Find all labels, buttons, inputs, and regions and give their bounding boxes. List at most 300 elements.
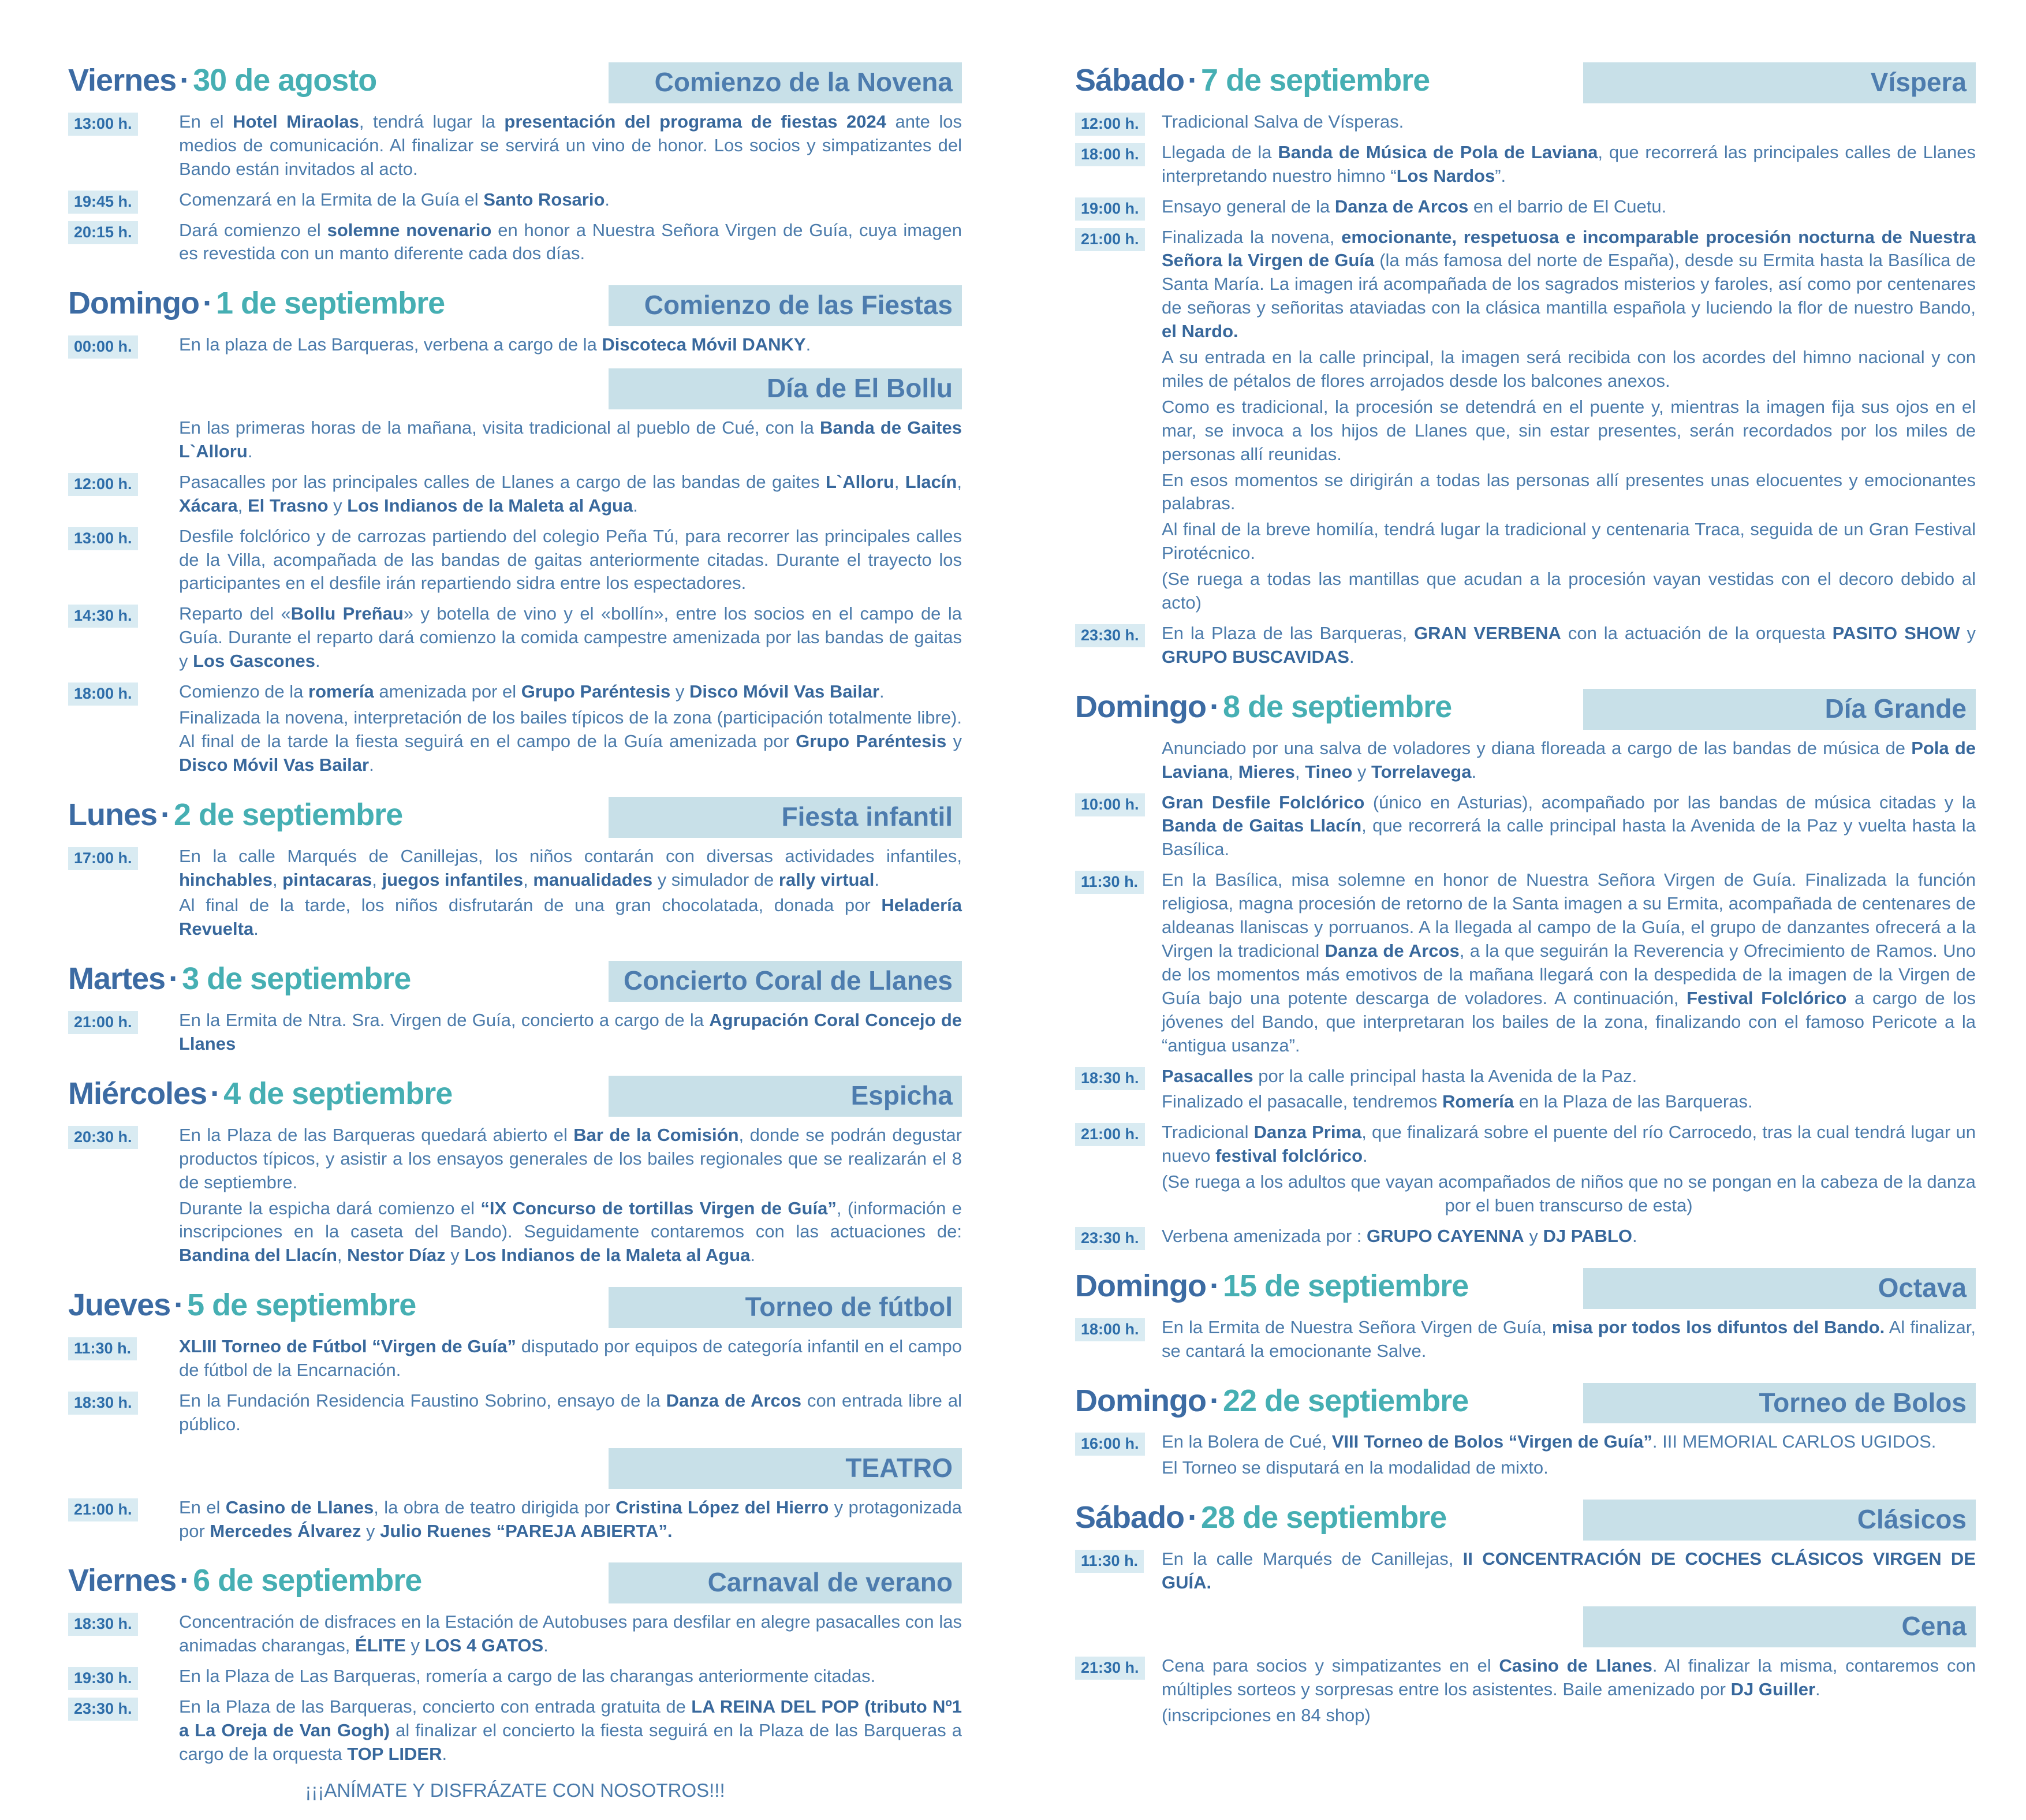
text-segment: En las primeras horas de la mañana, visita tradicional al pueblo de Cué, con la — [179, 417, 820, 438]
text-segment: , — [1294, 761, 1305, 782]
text-segment: . — [1349, 646, 1355, 667]
day-date: 22 de septiembre — [1222, 1383, 1469, 1418]
text-segment: . — [1471, 761, 1477, 782]
entry-text — [1162, 110, 1976, 136]
schedule-entry — [1075, 110, 1976, 136]
schedule-entry — [68, 416, 962, 466]
paragraph — [1162, 346, 1976, 393]
text-segment: (único en Asturias), acompañado por las bandas de música citadas y la — [1364, 792, 1976, 812]
paragraph — [1162, 791, 1976, 862]
time-chip: 16:00 h. — [1075, 1433, 1145, 1456]
time-column — [1075, 141, 1162, 191]
entry-text — [179, 1665, 962, 1691]
section-header — [1075, 1383, 1976, 1424]
text-segment: » y botella de vino y el «bollín», entre los socios en el campo de la Guía. Durante el reparto dará comienzo la comida campestre amenizada por las bandas de gaitas y — [179, 603, 962, 672]
time-chip: 20:15 h. — [68, 221, 138, 244]
text-segment: . — [633, 495, 638, 516]
schedule-entry — [68, 188, 962, 214]
paragraph — [179, 1610, 962, 1658]
paragraph — [179, 188, 962, 212]
text-segment: Tradicional Salva de Vísperas. — [1162, 111, 1404, 132]
schedule-entry — [1075, 737, 1976, 786]
section-band: TEATRO — [609, 1448, 962, 1489]
time-column — [68, 1496, 179, 1546]
bold-segment: Los Indianos de la Maleta al Agua — [464, 1245, 751, 1266]
time-chip: 19:45 h. — [68, 191, 138, 214]
time-column — [1075, 1430, 1162, 1482]
section-band: Concierto Coral de Llanes — [609, 961, 962, 1002]
text-segment: (inscripciones en 84 shop) — [1162, 1705, 1371, 1725]
text-segment: y — [445, 1245, 465, 1266]
text-segment: . — [750, 1245, 755, 1266]
text-segment: Al final de la tarde, los niños disfrutarán de una gran chocolatada, donada por — [179, 895, 882, 916]
schedule-entry — [68, 845, 962, 944]
bold-segment: Llacín — [905, 471, 957, 492]
left-column — [68, 62, 962, 1820]
text-segment: En esos momentos se dirigirán a todas las personas allí presentes unas elocuentes y emocionantes palabras. — [1162, 469, 1976, 514]
schedule-entry — [1075, 141, 1976, 191]
text-segment: En la Plaza de las Barqueras quedará abierto el — [179, 1124, 574, 1145]
text-segment: Reparto del « — [179, 603, 291, 624]
bold-segment: Danza de Arcos — [1334, 196, 1469, 217]
bold-segment: GRAN VERBENA — [1414, 623, 1561, 644]
text-segment: . — [442, 1743, 447, 1764]
day-title — [68, 1562, 421, 1598]
day-separator: · — [180, 1563, 190, 1598]
time-column — [68, 219, 179, 268]
paragraph — [179, 110, 962, 181]
paragraph — [1162, 568, 1976, 615]
text-segment: , — [957, 471, 962, 492]
time-column — [1075, 195, 1162, 221]
time-chip: 18:30 h. — [1075, 1067, 1145, 1090]
section-header — [68, 1287, 962, 1328]
day-section — [68, 797, 962, 944]
paragraph — [1162, 110, 1976, 134]
text-segment: Como es tradicional, la procesión se detendrá en el puente y, mientras la imagen fija sus ojos en el mar, se invoca a los hijos de Llanes que, sin estar presentes, serán recordados por los miles de personas allí reunidas. — [1162, 396, 1976, 464]
paragraph — [1162, 141, 1976, 188]
schedule-entry — [68, 471, 962, 520]
day-section — [68, 62, 962, 268]
section-band: Carnaval de verano — [609, 1562, 962, 1603]
section-band: Comienzo de la Novena — [609, 62, 962, 103]
text-segment: , la obra de teatro dirigida por — [374, 1497, 616, 1517]
bold-segment: romería — [308, 681, 374, 702]
paragraph — [1162, 1170, 1976, 1218]
time-column — [1075, 1316, 1162, 1366]
paragraph — [1162, 396, 1976, 467]
bold-segment: Grupo Paréntesis — [796, 730, 947, 751]
paragraph — [1162, 1430, 1976, 1454]
entry-text — [1162, 1547, 1976, 1597]
entry-text — [179, 525, 962, 598]
text-segment: Al final de la breve homilía, tendrá lugar la tradicional y centenaria Traca, seguida de un Gran Festival Pirotécnico. — [1162, 519, 1976, 564]
entry-text — [179, 845, 962, 944]
text-segment: Anunciado por una salva de voladores y diana floreada a cargo de las bandas de música de — [1162, 737, 1912, 758]
entry-text — [179, 416, 962, 466]
day-title — [1075, 1500, 1446, 1535]
day-section — [68, 1562, 962, 1803]
bold-segment: Torrelavega — [1371, 761, 1472, 782]
text-segment: por la calle principal hasta la Avenida de la Paz. — [1253, 1065, 1637, 1086]
bold-segment: juegos infantiles — [382, 869, 524, 890]
entry-text — [179, 1009, 962, 1058]
paragraph — [179, 602, 962, 673]
bold-segment: Banda de Música de Pola de Laviana — [1278, 141, 1598, 162]
bold-segment: VIII Torneo de Bolos “Virgen de Guía” — [1331, 1431, 1652, 1452]
schedule-entry — [68, 1009, 962, 1058]
entry-text — [1162, 1225, 1976, 1251]
day-name: Domingo — [1075, 1268, 1206, 1303]
text-segment — [859, 1696, 864, 1717]
bold-segment: el Nardo. — [1162, 321, 1238, 342]
paragraph — [179, 1124, 962, 1195]
text-segment: En la Ermita de Ntra. Sra. Virgen de Guía, concierto a cargo de la — [179, 1010, 710, 1031]
section-header — [68, 797, 962, 838]
time-chip: 19:00 h. — [1075, 197, 1145, 221]
entry-text — [1162, 1316, 1976, 1366]
day-title — [1075, 1383, 1468, 1419]
time-column — [1075, 791, 1162, 864]
time-chip: 12:00 h. — [68, 473, 138, 496]
text-segment: En la Fundación Residencia Faustino Sobrino, ensayo de la — [179, 1390, 666, 1411]
day-section — [1075, 689, 1976, 1251]
bold-segment: DJ PABLO — [1543, 1225, 1632, 1246]
paragraph — [1162, 1121, 1976, 1168]
time-column — [68, 1695, 179, 1769]
entry-text — [179, 1610, 962, 1660]
day-name: Domingo — [1075, 1383, 1206, 1418]
day-name: Domingo — [1075, 689, 1206, 724]
text-segment: , — [272, 869, 283, 890]
text-segment: . — [605, 189, 610, 210]
time-chip: 18:30 h. — [68, 1613, 138, 1636]
day-date: 4 de septiembre — [223, 1076, 453, 1111]
paragraph — [179, 706, 962, 777]
bold-segment: GRUPO CAYENNA — [1367, 1225, 1524, 1246]
bold-segment: “PAREJA ABIERTA”. — [496, 1520, 673, 1541]
bold-segment: Danza de Arcos — [1324, 940, 1460, 961]
text-segment: En el — [179, 111, 233, 132]
paragraph — [179, 1695, 962, 1766]
closing-note — [68, 1778, 962, 1803]
bold-segment: Agrupación Coral Concejo de Llanes — [179, 1010, 962, 1054]
day-date: 2 de septiembre — [174, 797, 403, 832]
section-band: Día Grande — [1583, 689, 1976, 730]
bold-segment: XLIII Torneo de Fútbol “Virgen de Guía” — [179, 1336, 516, 1357]
bold-segment: Los Nardos — [1396, 165, 1495, 186]
time-column — [1075, 1065, 1162, 1117]
schedule-entry — [68, 1695, 962, 1769]
right-column — [1075, 62, 1976, 1747]
section-band: Día de El Bollu — [609, 368, 962, 409]
entry-text — [1162, 1654, 1976, 1730]
bold-segment: presentación del programa de fiestas 2024 — [504, 111, 887, 132]
day-date: 30 de agosto — [193, 63, 377, 98]
schedule-entry — [1075, 1121, 1976, 1220]
day-date: 8 de septiembre — [1222, 689, 1452, 724]
section-header — [68, 961, 962, 1002]
sub-band-row — [1075, 1606, 1976, 1647]
schedule-entry — [1075, 1065, 1976, 1117]
time-chip: 19:30 h. — [68, 1667, 138, 1690]
paragraph — [179, 1389, 962, 1437]
day-separator: · — [1188, 63, 1198, 98]
paragraph — [179, 1496, 962, 1543]
bold-segment: Banda de Gaitas Llacín — [1162, 815, 1362, 836]
time-chip: 21:00 h. — [1075, 1123, 1145, 1146]
text-segment: Llegada de la — [1162, 141, 1278, 162]
time-column — [68, 845, 179, 944]
entry-text — [179, 1496, 962, 1546]
time-column — [1075, 622, 1162, 672]
text-segment: A su entrada en la calle principal, la imagen será recibida con los acordes del himno nacional y con miles de pétalos de flores arrojados desde los balcones anexos. — [1162, 347, 1976, 391]
text-segment: . III MEMORIAL CARLOS UGIDOS. — [1652, 1431, 1937, 1452]
day-name: Viernes — [68, 1563, 177, 1598]
section-header — [1075, 62, 1976, 103]
day-section — [1075, 1268, 1976, 1366]
paragraph — [68, 1778, 962, 1803]
time-chip: 10:00 h. — [1075, 793, 1145, 816]
entry-text — [179, 602, 962, 676]
schedule-entry — [68, 333, 962, 359]
day-date: 1 de septiembre — [215, 286, 445, 321]
schedule-entry — [1075, 1225, 1976, 1251]
bold-segment: Bandina del Llacín — [179, 1245, 337, 1266]
paragraph — [179, 680, 962, 704]
text-segment: ¡¡¡ANÍMATE Y DISFRÁZATE CON NOSOTROS!!! — [305, 1779, 725, 1801]
day-name: Viernes — [68, 63, 177, 98]
text-segment: . — [543, 1635, 549, 1656]
text-segment: Verbena amenizada por : — [1162, 1225, 1367, 1246]
day-title — [68, 961, 411, 997]
time-chip: 23:30 h. — [1075, 624, 1145, 647]
day-separator: · — [1188, 1500, 1198, 1535]
paragraph — [1162, 1547, 1976, 1595]
bold-segment: “IX Concurso de tortillas Virgen de Guía” — [480, 1198, 837, 1218]
paragraph — [179, 471, 962, 518]
text-segment: Finalizado el pasacalle, tendremos — [1162, 1091, 1442, 1112]
text-segment: Comienzo de la — [179, 681, 309, 702]
entry-text — [179, 1124, 962, 1270]
time-column — [68, 110, 179, 184]
bold-segment: hinchables — [179, 869, 273, 890]
time-column — [1075, 1547, 1162, 1597]
entry-text — [179, 1695, 962, 1769]
bold-segment: II CONCENTRACIÓN DE COCHES CLÁSICOS VIRGEN DE GUÍA. — [1162, 1549, 1976, 1593]
day-title — [68, 797, 402, 833]
text-segment: ante los medios de comunicación. Al finalizar se servirá un vino de honor. Los socios y simpatizantes del Bando están invitados al acto. — [179, 111, 962, 179]
time-column — [1075, 1654, 1162, 1730]
day-separator: · — [1209, 689, 1219, 724]
section-band: Cena — [1583, 1606, 1976, 1647]
paragraph — [1162, 195, 1976, 219]
bold-segment: Disco Móvil Vas Bailar — [689, 681, 880, 702]
entry-text — [1162, 141, 1976, 191]
section-header — [68, 1562, 962, 1603]
schedule-entry — [68, 1124, 962, 1270]
paragraph — [179, 1009, 962, 1056]
schedule-entry — [1075, 622, 1976, 672]
day-name: Sábado — [1075, 63, 1185, 98]
bold-segment: GRUPO BUSCAVIDAS — [1162, 646, 1349, 667]
day-date: 15 de septiembre — [1222, 1268, 1469, 1303]
schedule-entry — [68, 1496, 962, 1546]
text-segment: y — [328, 495, 348, 516]
time-chip: 18:30 h. — [68, 1392, 138, 1415]
day-section — [68, 1076, 962, 1270]
sub-band-row — [68, 368, 962, 409]
bold-segment: TOP LIDER — [347, 1743, 442, 1764]
time-column — [68, 1124, 179, 1270]
bold-segment: Disco Móvil Vas Bailar — [179, 754, 370, 775]
schedule-entry — [68, 219, 962, 268]
text-segment: en honor a Nuestra Señora Virgen de Guía, cuya imagen es revestida con un manto diferente cada dos días. — [179, 219, 962, 264]
entry-text — [179, 188, 962, 214]
paragraph — [179, 894, 962, 941]
text-segment: amenizada por el — [374, 681, 521, 702]
schedule-entry — [68, 1335, 962, 1385]
text-segment: con la actuación de la orquesta — [1561, 623, 1833, 644]
bold-segment: Gran Desfile Folclórico — [1162, 792, 1365, 812]
day-separator: · — [180, 63, 190, 98]
text-segment: a cargo de los jóvenes del Bando, que interpretaran los bailes de la zona, finalizando con el famoso Pericote a la “antigua usanza”. — [1162, 987, 1976, 1056]
paragraph — [179, 1665, 962, 1688]
entry-text — [179, 680, 962, 780]
bold-segment: Los Indianos de la Maleta al Agua — [347, 495, 633, 516]
time-chip: 13:00 h. — [68, 527, 138, 550]
text-segment: Al finalizar, se cantará la emocionante Salve. — [1162, 1316, 1976, 1361]
text-segment: En el — [179, 1497, 226, 1517]
day-date: 5 de septiembre — [187, 1288, 416, 1323]
paragraph — [179, 219, 962, 266]
schedule-entry — [1075, 1316, 1976, 1366]
paragraph — [179, 1197, 962, 1268]
section-header — [1075, 1268, 1976, 1309]
entry-text — [179, 471, 962, 520]
day-name: Sábado — [1075, 1500, 1185, 1535]
day-date: 3 de septiembre — [182, 961, 411, 997]
entry-text — [1162, 791, 1976, 864]
text-segment: Ensayo general de la — [1162, 196, 1335, 217]
section-header — [68, 285, 962, 326]
bold-segment: LOS 4 GATOS — [424, 1635, 544, 1656]
text-segment: (la más famosa del norte de España), desde su Ermita hasta la Basílica de Santa María. La imagen irá acompañada de los sagrados misterios y faroles, así como por centenares de señoras y señoritas ataviadas con la clásica mantilla española y luciendo la flor de nuestro Bando, — [1162, 250, 1976, 318]
section-header — [1075, 1500, 1976, 1541]
time-column — [68, 188, 179, 214]
schedule-entry — [1075, 1430, 1976, 1482]
time-chip: 11:30 h. — [1075, 1550, 1144, 1573]
text-segment: En la Ermita de Nuestra Señora Virgen de Guía, — [1162, 1316, 1552, 1337]
time-chip: 17:00 h. — [68, 847, 138, 870]
schedule-entry — [1075, 1547, 1976, 1597]
paragraph — [179, 333, 962, 357]
text-segment — [491, 1521, 497, 1541]
paragraph — [179, 845, 962, 892]
day-section — [68, 285, 962, 779]
day-separator: · — [210, 1076, 221, 1111]
text-segment: ”. — [1495, 165, 1506, 186]
text-segment: En la Bolera de Cué, — [1162, 1431, 1332, 1452]
time-chip: 13:00 h. — [68, 113, 138, 136]
day-separator: · — [1209, 1383, 1219, 1418]
bold-segment: manualidades — [533, 869, 653, 890]
bold-segment: Festival Folclórico — [1687, 987, 1847, 1008]
day-section — [1075, 62, 1976, 672]
bold-segment: El Trasno — [247, 495, 329, 516]
text-segment: . — [805, 334, 811, 355]
bold-segment: emocionante, respetuosa e incomparable procesión nocturna de Nuestra Señora la Virgen de Guía — [1162, 226, 1976, 271]
day-title — [1075, 62, 1430, 98]
text-segment: En la calle Marqués de Canillejas, los niños contarán con diversas actividades infantiles, — [179, 845, 962, 866]
text-segment: Pasacalles por las principales calles de Llanes a cargo de las bandas de gaites — [179, 471, 826, 492]
text-segment: Desfile folclórico y de carrozas partiendo del colegio Peña Tú, para recorrer las principales calles de la Villa, acompañada de las bandas de gaitas anteriormente citadas. Durante el trayecto los participantes en el desfile irán repartiendo sidra entre los espectadores. — [179, 525, 962, 594]
time-column — [68, 1009, 179, 1058]
entry-text — [1162, 1121, 1976, 1220]
time-chip: 21:00 h. — [68, 1498, 138, 1521]
text-segment: . — [369, 754, 374, 775]
text-segment: , — [894, 471, 905, 492]
schedule-entry — [1075, 195, 1976, 221]
day-name: Miércoles — [68, 1076, 207, 1111]
bold-segment: Xácara — [179, 495, 238, 516]
time-column — [1075, 1225, 1162, 1251]
day-name: Domingo — [68, 286, 199, 321]
bold-segment: Santo Rosario — [483, 189, 605, 210]
schedule-entry — [1075, 226, 1976, 618]
bold-segment: Heladería Revuelta — [179, 895, 962, 939]
section-header — [68, 62, 962, 103]
day-separator: · — [202, 286, 212, 321]
schedule-entry — [68, 110, 962, 184]
section-band: Clásicos — [1583, 1500, 1976, 1541]
paragraph — [179, 525, 962, 596]
text-segment: En la Basílica, misa solemne en honor de Nuestra Señora Virgen de Guía. Finalizada la función religiosa, magna procesión de retorno de la Santa imagen a su Ermita, acompañada de centenares de aldeanas llaniscas y porruanos. A la llegada al campo de la Guía, el grupo de danzantes ofrecerá a la Virgen la tradicional — [1162, 870, 1976, 961]
bold-segment: Nestor Díaz — [347, 1245, 446, 1266]
text-segment: Cena para socios y simpatizantes en el — [1162, 1655, 1499, 1676]
text-segment: Durante la espicha dará comienzo el — [179, 1198, 481, 1218]
text-segment: al finalizar el concierto la fiesta seguirá en la Plaza de las Barqueras a cargo de la orquesta — [179, 1720, 962, 1764]
bold-segment: Danza Prima — [1253, 1122, 1362, 1143]
time-column — [68, 1665, 179, 1691]
time-column — [68, 680, 179, 780]
text-segment: , (información e inscripciones en la caseta del Bando). Seguidamente contaremos con las actuaciones de: — [179, 1198, 962, 1242]
time-chip: 18:00 h. — [1075, 1318, 1145, 1341]
time-chip: 21:00 h. — [68, 1011, 138, 1034]
text-segment: . — [1815, 1679, 1820, 1699]
text-segment: en el barrio de El Cuetu. — [1468, 196, 1667, 217]
text-segment: en la Plaza de las Barqueras. — [1513, 1091, 1753, 1112]
bold-segment: Discoteca Móvil DANKY — [602, 334, 806, 355]
time-chip: 18:00 h. — [1075, 143, 1145, 166]
text-segment: . — [247, 441, 253, 461]
text-segment: y simulador de — [652, 869, 779, 890]
paragraph — [1162, 1090, 1976, 1114]
time-chip: 14:30 h. — [68, 605, 138, 628]
time-column — [1075, 868, 1162, 1060]
bold-segment: Banda de Gaites L`Alloru — [179, 417, 962, 461]
bold-segment: Casino de Llanes — [225, 1497, 374, 1517]
day-date: 7 de septiembre — [1201, 63, 1430, 98]
paragraph — [1162, 622, 1976, 669]
text-segment: , — [523, 869, 533, 890]
text-segment: (Se ruega a todas las mantillas que acudan a la procesión vayan vestidas con el decoro debido al acto) — [1162, 569, 1976, 613]
bold-segment: rally virtual — [778, 869, 875, 890]
bold-segment: Danza de Arcos — [666, 1390, 801, 1411]
text-segment: , — [1228, 761, 1238, 782]
paragraph — [1162, 1704, 1976, 1728]
text-segment: Tradicional — [1162, 1122, 1254, 1143]
